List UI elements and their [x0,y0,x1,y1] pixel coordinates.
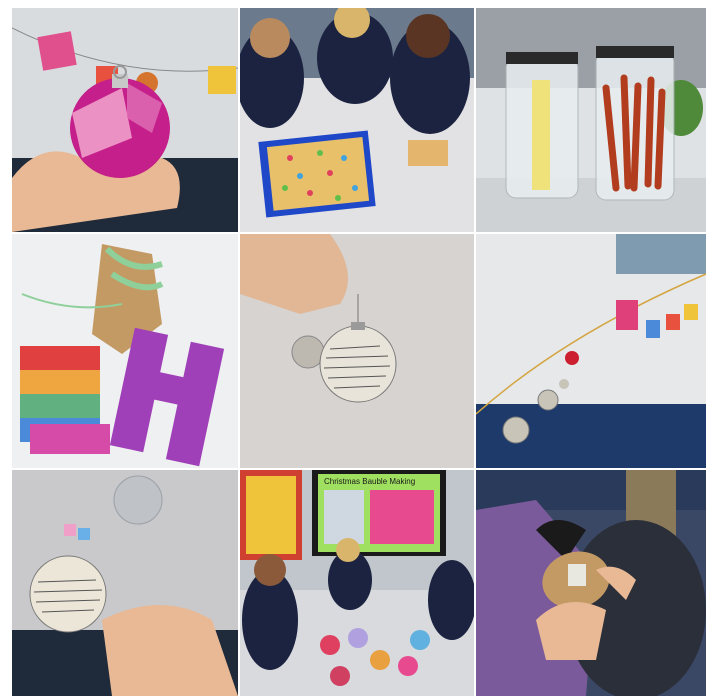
photo-classroom-screen [240,470,474,696]
newspaper-bauble-image [240,234,474,468]
photo-pupils-confetti [240,8,474,232]
photo-hand-bauble-glitter [12,470,238,696]
photo-newspaper-bauble [240,234,474,468]
glass-jars-image [476,8,706,232]
classroom-screen-image [240,470,474,696]
photo-collage [12,8,706,696]
bauble-garland-image [476,234,706,468]
screen-title: Christmas Bauble Making [324,477,416,486]
photo-wool-letters [12,234,238,468]
photo-glass-jars [476,8,706,232]
wool-letters-image [12,234,238,468]
pupil-ornament-image [476,470,706,696]
photo-bauble-garland [476,234,706,468]
photo-pink-bauble [12,8,238,232]
photo-pupil-ornament [476,470,706,696]
hand-bauble-glitter-image [12,470,238,696]
pupils-confetti-image [240,8,474,232]
pink-bauble-image [12,8,238,232]
